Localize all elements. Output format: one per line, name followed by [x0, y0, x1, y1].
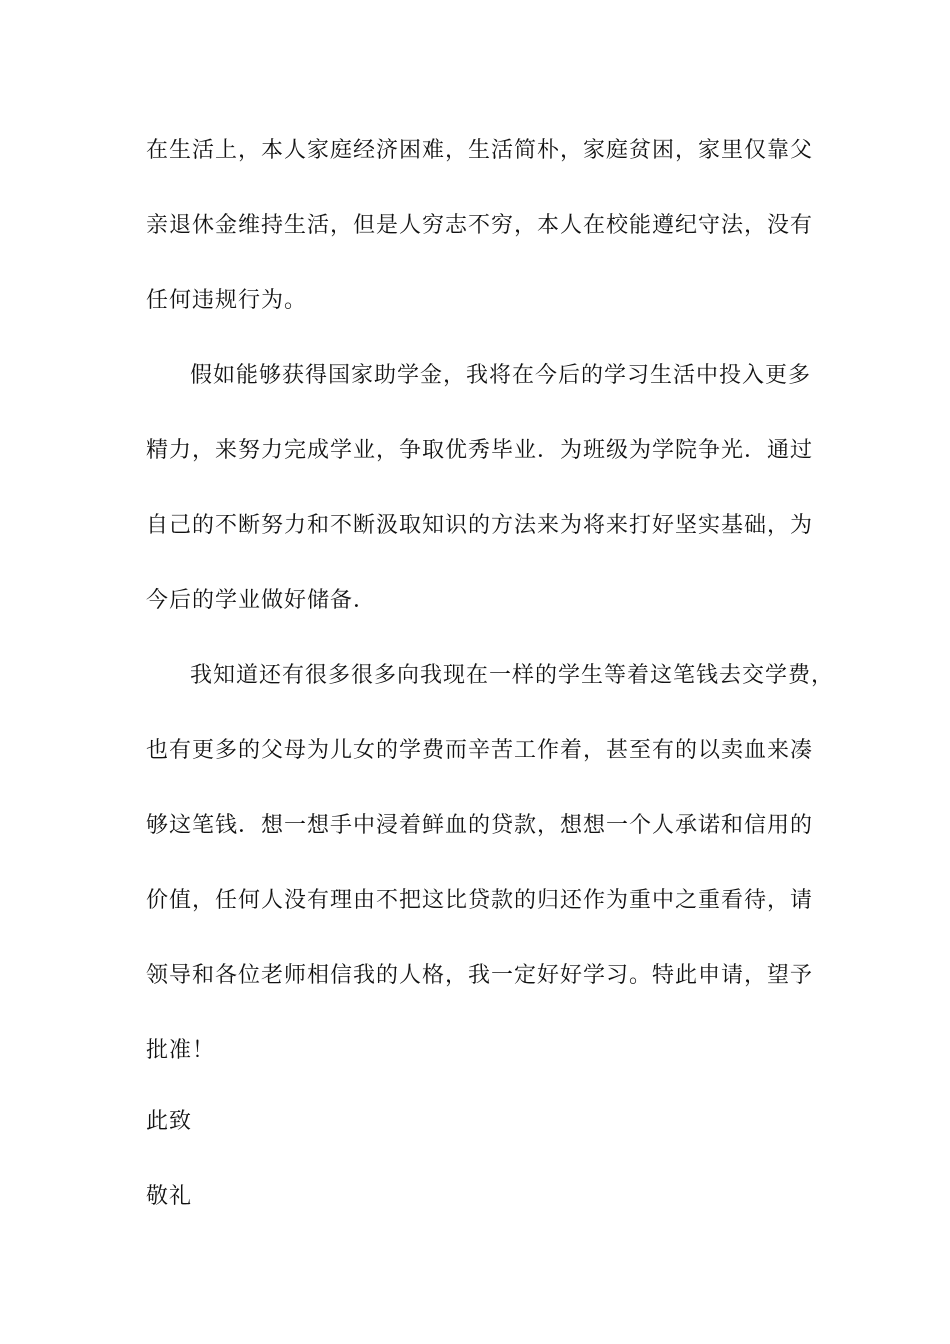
paragraph-line: 够这笔钱．想一想手中浸着鲜血的贷款，想想一个人承诺和信用的 [146, 813, 814, 838]
paragraph-line: 假如能够获得国家助学金，我将在今后的学习生活中投入更多 [190, 363, 812, 388]
closing-text: 此致 [146, 1109, 193, 1134]
paragraph-line: 也有更多的父母为儿女的学费而辛苦工作着，甚至有的以卖血来凑 [146, 738, 814, 763]
paragraph-line: 自己的不断努力和不断汲取知识的方法来为将来打好坚实基础，为 [146, 513, 814, 538]
paragraph-line: 批准！ [146, 1038, 216, 1063]
salutation-text: 敬礼 [146, 1184, 193, 1209]
paragraph-line: 在生活上，本人家庭经济困难，生活简朴，家庭贫困，家里仅靠父 [146, 138, 814, 163]
paragraph-line: 亲退休金维持生活，但是人穷志不穷，本人在校能遵纪守法，没有 [146, 213, 814, 238]
paragraph-line: 我知道还有很多很多向我现在一样的学生等着这笔钱去交学费， [190, 663, 835, 688]
paragraph-line: 精力，来努力完成学业，争取优秀毕业．为班级为学院争光．通过 [146, 438, 814, 463]
paragraph-line: 今后的学业做好储备． [146, 588, 377, 613]
paragraph-line: 价值，任何人没有理由不把这比贷款的归还作为重中之重看待，请 [146, 888, 814, 913]
paragraph-line: 任何违规行为。 [146, 288, 308, 313]
paragraph-line: 领导和各位老师相信我的人格，我一定好好学习。特此申请，望予 [146, 963, 814, 988]
